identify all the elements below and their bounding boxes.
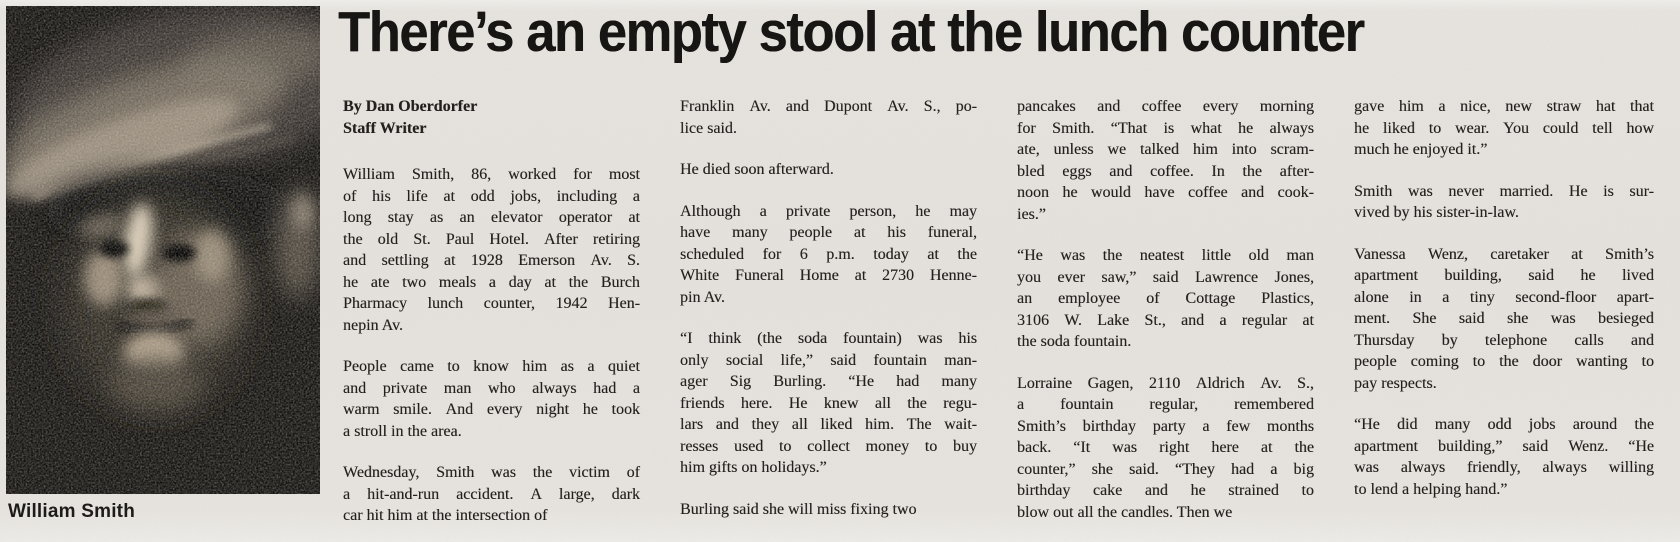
paragraph xyxy=(680,159,977,181)
text-line: People came to know him as a quiet xyxy=(343,358,640,375)
text-line: pancakes and coffee every morning xyxy=(1017,98,1314,115)
text-line: White Funeral Home at 2730 Henne- xyxy=(680,267,977,284)
text-line: you ever saw,” said Lawrence Jones, xyxy=(1017,268,1314,286)
text-line: Pharmacy lunch counter, 1942 Hen- xyxy=(343,295,640,312)
article-column-2 xyxy=(680,96,977,527)
text-line: apartment building,” said Wenz. “He xyxy=(1354,437,1654,455)
text-line: the old St. Paul Hotel. After retiring xyxy=(343,230,640,248)
paragraph xyxy=(1354,244,1654,395)
text-line: lars and they all liked him. The wait- xyxy=(680,416,977,433)
text-line: 3106 W. Lake St., and a regular at xyxy=(1017,311,1314,329)
paragraph xyxy=(343,462,640,527)
text-line: warm smile. And every night he took xyxy=(343,401,640,418)
text-line: and settling at 1928 Emerson Av. S. xyxy=(343,252,640,269)
headline: There’s an empty stool at the lunch counter xyxy=(338,0,1364,64)
article-column-3 xyxy=(1017,96,1314,527)
paragraph xyxy=(680,328,977,479)
text-line: Smith’s birthday party a few months xyxy=(1017,417,1314,435)
text-line: much he enjoyed it.” xyxy=(1354,141,1488,158)
text-line: a hit-and-run accident. A large, dark xyxy=(343,485,640,503)
paragraph xyxy=(343,356,640,442)
text-line: an employee of Cottage Plastics, xyxy=(1017,290,1314,307)
article-column-4 xyxy=(1354,96,1654,527)
text-line: and private man who always had a xyxy=(343,379,640,397)
paragraph xyxy=(680,96,977,139)
text-line: people coming to the door wanting to xyxy=(1354,353,1654,370)
text-line: he ate two meals a day at the Burch xyxy=(343,273,640,291)
text-line: birthday cake and he strained to xyxy=(1017,482,1314,499)
text-line: Wednesday, Smith was the victim of xyxy=(343,464,640,481)
byline-role: Staff Writer xyxy=(343,120,427,137)
text-line: apartment building, said he lived xyxy=(1354,267,1654,284)
photo-william-smith xyxy=(6,6,320,494)
text-line: only social life,” said fountain man- xyxy=(680,351,977,369)
text-line: for Smith. “That is what he always xyxy=(1017,119,1314,137)
text-line: long stay as an elevator operator at xyxy=(343,209,640,226)
byline xyxy=(343,96,640,140)
text-line: “He was the neatest little old man xyxy=(1017,247,1314,264)
text-line: vived by his sister-in-law. xyxy=(1354,204,1519,221)
text-line: Smith was never married. He is sur- xyxy=(1354,182,1654,200)
text-line: was always friendly, always willing xyxy=(1354,459,1654,476)
text-line: to lend a helping hand.” xyxy=(1354,480,1508,498)
text-line: He died soon afterward. xyxy=(680,161,834,178)
text-line: resses used to collect money to buy xyxy=(680,437,977,455)
text-line: alone in a tiny second-floor apart- xyxy=(1354,288,1654,306)
text-line: of his life at odd jobs, including a xyxy=(343,187,640,205)
text-line: pay respects. xyxy=(1354,374,1437,392)
article-column-1 xyxy=(343,96,640,527)
text-line: Burling said she will miss fixing two xyxy=(680,500,917,518)
article-body xyxy=(343,96,1654,527)
text-line: bled eggs and coffee. In the after- xyxy=(1017,162,1314,180)
paragraph xyxy=(1017,96,1314,225)
text-line: Thursday by telephone calls and xyxy=(1354,331,1654,349)
text-line: blow out all the candles. Then we xyxy=(1017,503,1233,521)
paragraph xyxy=(1017,245,1314,353)
text-line: he liked to wear. You could tell how xyxy=(1354,119,1654,137)
text-line: the soda fountain. xyxy=(1017,333,1132,350)
paragraph xyxy=(343,164,640,336)
text-line: noon he would have coffee and cook- xyxy=(1017,184,1314,201)
text-line: gave him a nice, new straw hat that xyxy=(1354,98,1654,115)
text-line: back. “It was right here at the xyxy=(1017,439,1314,456)
portrait-photo-art xyxy=(6,6,320,494)
text-line: counter,” she said. “They had a big xyxy=(1017,460,1314,478)
text-line: a stroll in the area. xyxy=(343,422,462,440)
paragraph xyxy=(1354,414,1654,500)
text-line: Franklin Av. and Dupont Av. S., po- xyxy=(680,98,977,115)
text-line: “I think (the soda fountain) was his xyxy=(680,330,977,347)
text-line: friends here. He knew all the regu- xyxy=(680,394,977,412)
text-line: “He did many odd jobs around the xyxy=(1354,416,1654,433)
paragraph xyxy=(1017,373,1314,524)
text-line: lice said. xyxy=(680,119,737,137)
text-line: Lorraine Gagen, 2110 Aldrich Av. S., xyxy=(1017,374,1314,392)
text-line: Although a private person, he may xyxy=(680,202,977,220)
text-line: ies.” xyxy=(1017,205,1046,223)
text-line: ate, unless we talked him into scram- xyxy=(1017,141,1314,158)
text-line: ment. She said she was besieged xyxy=(1354,310,1654,327)
byline-author: By Dan Oberdorfer xyxy=(343,98,478,115)
text-line: him gifts on holidays.” xyxy=(680,459,827,476)
text-line: have many people at his funeral, xyxy=(680,224,977,241)
paragraph xyxy=(680,499,977,521)
paragraph xyxy=(1354,96,1654,161)
text-line: scheduled for 6 p.m. today at the xyxy=(680,245,977,263)
text-line: pin Av. xyxy=(680,288,725,306)
text-line: William Smith, 86, worked for most xyxy=(343,166,640,183)
text-line: car hit him at the intersection of xyxy=(343,507,548,524)
text-line: nepin Av. xyxy=(343,316,403,334)
text-line: Vanessa Wenz, caretaker at Smith’s xyxy=(1354,245,1654,263)
photo-caption: William Smith xyxy=(8,501,135,522)
paragraph xyxy=(1354,181,1654,224)
text-line: a fountain regular, remembered xyxy=(1017,396,1314,413)
paragraph xyxy=(680,201,977,309)
text-line: ager Sig Burling. “He had many xyxy=(680,373,977,390)
